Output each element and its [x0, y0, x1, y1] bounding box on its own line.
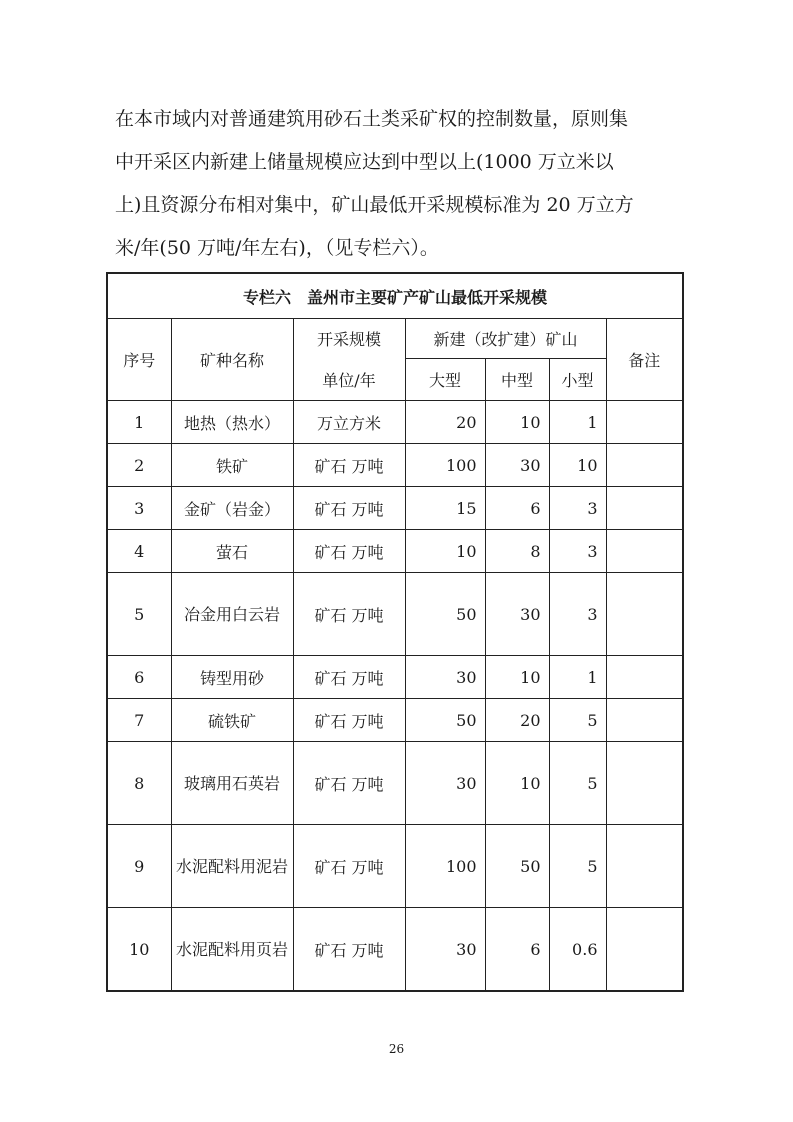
cell-seq: 2: [107, 444, 171, 487]
cell-small: 3: [549, 573, 606, 656]
cell-remark: [606, 530, 683, 573]
cell-name: 铸型用砂: [171, 656, 293, 699]
cell-medium: 8: [485, 530, 549, 573]
table-row: [107, 656, 683, 699]
cell-remark: [606, 401, 683, 444]
cell-seq: 8: [107, 742, 171, 825]
cell-unit: 矿石 万吨: [293, 444, 405, 487]
cell-name: 金矿（岩金）: [171, 487, 293, 530]
cell-large: 50: [405, 699, 485, 742]
cell-remark: [606, 444, 683, 487]
cell-seq: 4: [107, 530, 171, 573]
cell-medium: 30: [485, 444, 549, 487]
cell-large: 50: [405, 573, 485, 656]
table-row: [107, 573, 683, 656]
cell-seq: 9: [107, 825, 171, 908]
cell-name: 玻璃用石英岩: [171, 742, 293, 825]
cell-remark: [606, 487, 683, 530]
cell-remark: [606, 699, 683, 742]
cell-small: 5: [549, 825, 606, 908]
cell-small: 1: [549, 401, 606, 444]
paragraph-line: 米/年(50 万吨/年左右)，（见专栏六）。: [115, 237, 439, 259]
header-seq: 序号: [107, 319, 171, 401]
cell-seq: 5: [107, 573, 171, 656]
cell-name: 水泥配料用泥岩: [171, 825, 293, 908]
cell-remark: [606, 825, 683, 908]
header-large: 大型: [405, 359, 485, 401]
cell-name: 萤石: [171, 530, 293, 573]
header-scale-top: 开采规模: [293, 319, 405, 359]
cell-medium: 50: [485, 825, 549, 908]
body-paragraph: [115, 98, 705, 270]
cell-seq: 3: [107, 487, 171, 530]
cell-small: 10: [549, 444, 606, 487]
table-row: [107, 444, 683, 487]
cell-unit: 矿石 万吨: [293, 530, 405, 573]
cell-small: 3: [549, 530, 606, 573]
cell-name: 水泥配料用页岩: [171, 908, 293, 992]
cell-large: 15: [405, 487, 485, 530]
header-medium: 中型: [485, 359, 549, 401]
cell-large: 10: [405, 530, 485, 573]
table-title: 专栏六 盖州市主要矿产矿山最低开采规模: [107, 273, 683, 319]
cell-large: 100: [405, 444, 485, 487]
cell-remark: [606, 742, 683, 825]
cell-seq: 1: [107, 401, 171, 444]
table-row: [107, 487, 683, 530]
cell-large: 30: [405, 656, 485, 699]
cell-small: 5: [549, 699, 606, 742]
table-row: [107, 401, 683, 444]
cell-unit: 矿石 万吨: [293, 825, 405, 908]
cell-medium: 10: [485, 401, 549, 444]
cell-name: 地热（热水）: [171, 401, 293, 444]
cell-medium: 6: [485, 908, 549, 992]
paragraph-line: 中开采区内新建上储量规模应达到中型以上(1000 万立米以: [115, 151, 614, 173]
cell-large: 30: [405, 908, 485, 992]
header-small: 小型: [549, 359, 606, 401]
header-name: 矿种名称: [171, 319, 293, 401]
table-row: [107, 742, 683, 825]
table-row: [107, 908, 683, 992]
paragraph-line: 在本市域内对普通建筑用砂石土类采矿权的控制数量，原则集: [115, 108, 629, 130]
cell-medium: 10: [485, 742, 549, 825]
cell-small: 1: [549, 656, 606, 699]
page-number: 26: [388, 1042, 405, 1056]
cell-name: 铁矿: [171, 444, 293, 487]
cell-unit: 矿石 万吨: [293, 656, 405, 699]
cell-remark: [606, 573, 683, 656]
cell-small: 3: [549, 487, 606, 530]
cell-large: 30: [405, 742, 485, 825]
cell-medium: 30: [485, 573, 549, 656]
cell-small: 5: [549, 742, 606, 825]
cell-unit: 万立方米: [293, 401, 405, 444]
cell-large: 100: [405, 825, 485, 908]
paragraph-line: 上)且资源分布相对集中，矿山最低开采规模标准为 20 万立方: [115, 194, 634, 216]
cell-small: 0.6: [549, 908, 606, 992]
cell-medium: 10: [485, 656, 549, 699]
cell-unit: 矿石 万吨: [293, 573, 405, 656]
table-row: [107, 699, 683, 742]
mining-scale-table: [106, 272, 684, 992]
header-scale-bottom: 单位/年: [293, 359, 405, 401]
cell-name: 硫铁矿: [171, 699, 293, 742]
header-group: 新建（改扩建）矿山: [405, 319, 606, 359]
cell-remark: [606, 908, 683, 992]
cell-name: 冶金用白云岩: [171, 573, 293, 656]
cell-seq: 10: [107, 908, 171, 992]
cell-remark: [606, 656, 683, 699]
cell-medium: 20: [485, 699, 549, 742]
cell-unit: 矿石 万吨: [293, 742, 405, 825]
cell-unit: 矿石 万吨: [293, 487, 405, 530]
cell-seq: 7: [107, 699, 171, 742]
cell-unit: 矿石 万吨: [293, 908, 405, 992]
cell-large: 20: [405, 401, 485, 444]
cell-unit: 矿石 万吨: [293, 699, 405, 742]
table-row: [107, 530, 683, 573]
table-row: [107, 825, 683, 908]
cell-seq: 6: [107, 656, 171, 699]
header-remark: 备注: [606, 319, 683, 401]
cell-medium: 6: [485, 487, 549, 530]
